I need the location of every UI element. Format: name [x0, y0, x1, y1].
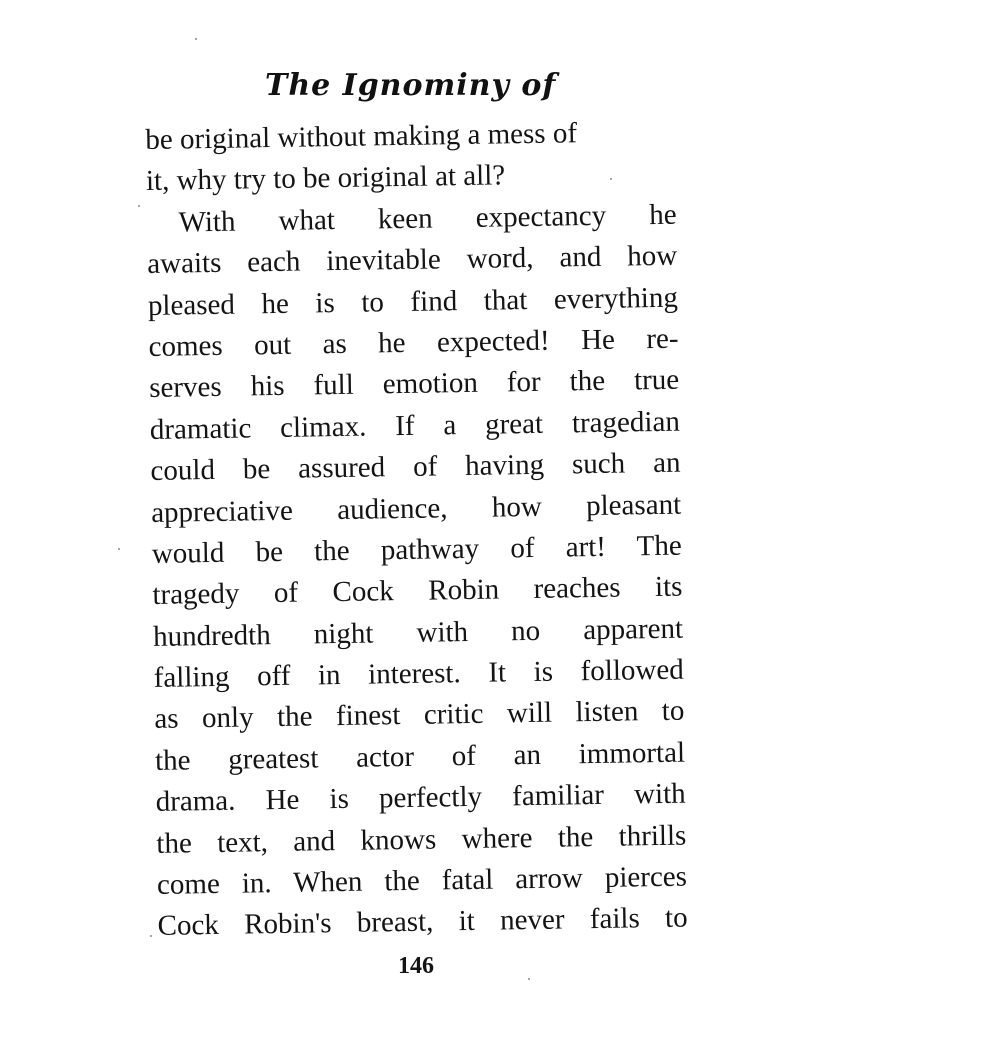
text-line: appreciative audience, how pleasant	[150, 488, 682, 529]
running-head: The Ignominy of	[265, 68, 557, 103]
text-line: could be assured of having such an	[150, 446, 681, 488]
text-line: falling off in interest. It is followed	[153, 653, 684, 695]
scan-speck	[138, 205, 140, 207]
scan-speck	[118, 548, 120, 550]
text-line: tragedy of Cock Robin reaches its	[152, 570, 683, 612]
scan-speck	[528, 978, 530, 980]
scan-speck	[150, 935, 152, 937]
text-line: the greatest actor of an immortal	[154, 736, 686, 777]
text-line: it, why try to be original at all?	[145, 159, 506, 198]
text-line: awaits each inevitable word, and how	[147, 239, 678, 281]
body-text	[145, 112, 688, 948]
text-line: hundredth night with no apparent	[152, 612, 684, 653]
scan-speck	[195, 38, 197, 40]
text-line: come in. When the fatal arrow pierces	[156, 860, 688, 901]
text-line: be original without making a mess of	[145, 117, 578, 156]
text-line: With what keen expectancy he	[178, 198, 677, 239]
page-number: 146	[398, 953, 434, 979]
text-line: comes out as he expected! He re-	[148, 322, 679, 363]
text-line: drama. He is perfectly familiar with	[155, 777, 686, 819]
text-line: as only the finest critic will listen to	[154, 695, 685, 736]
text-line: serves his full emotion for the true	[148, 363, 680, 405]
text-line: pleased he is to find that everything	[147, 281, 679, 322]
text-line: would be the pathway of art! The	[151, 529, 683, 570]
text-line: dramatic climax. If a great tragedian	[149, 405, 681, 446]
text-line: Cock Robin's breast, it never fails to	[157, 901, 688, 943]
text-line: the text, and knows where the thrills	[156, 819, 687, 860]
scan-speck	[610, 178, 612, 180]
